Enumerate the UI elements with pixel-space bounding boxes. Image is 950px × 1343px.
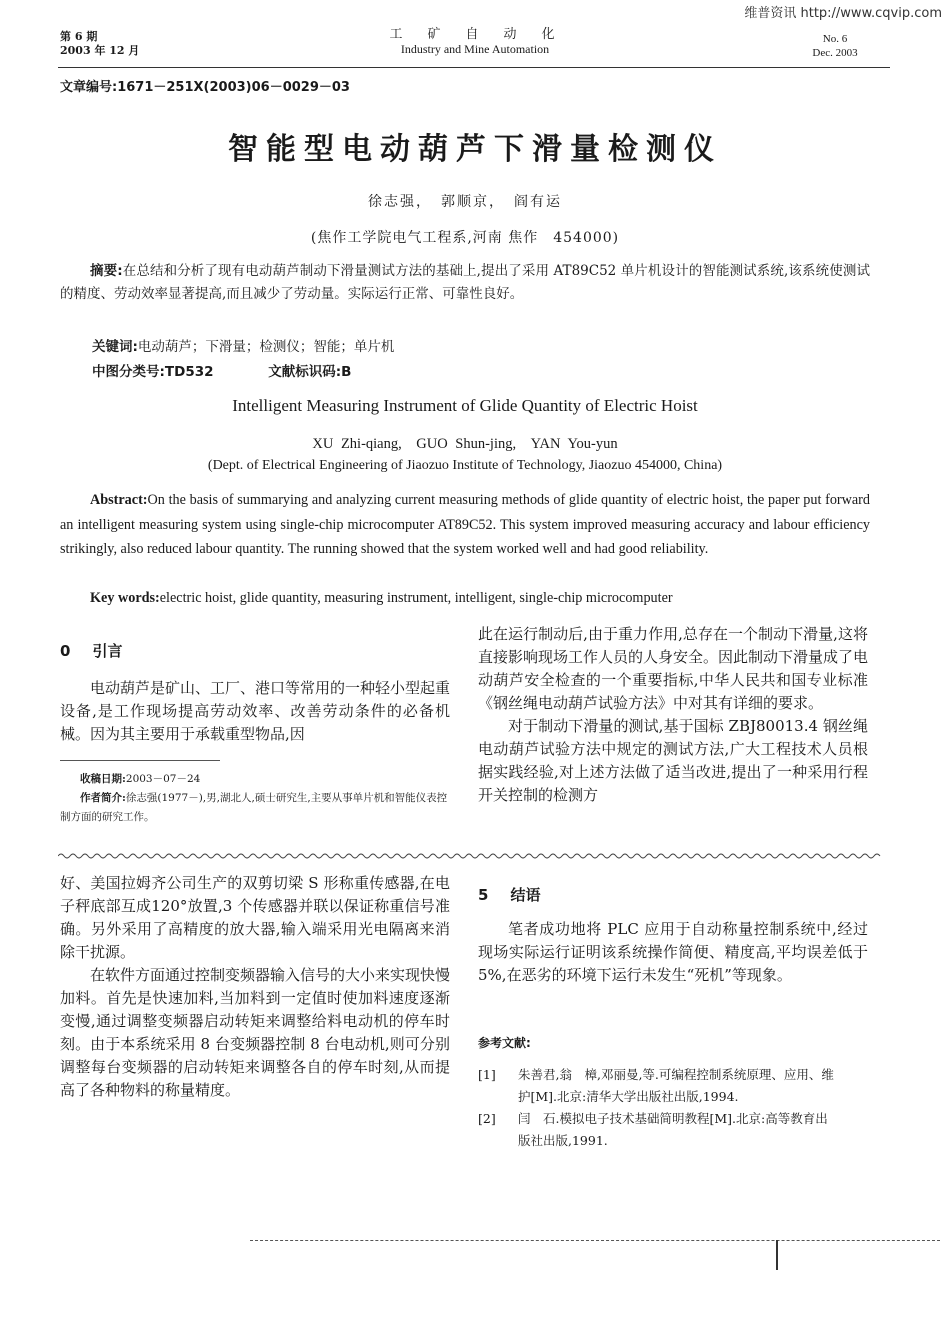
keywords-en-label: Key words: xyxy=(90,590,160,606)
affiliation-cn: (焦作工学院电气工程系,河南 焦作 454000) xyxy=(310,230,620,246)
header-date: 2003 年 12 月 xyxy=(60,44,140,57)
keywords-en-text: electric hoist, glide quantity, measuring instrument, intelligent, single-chip microcomputer xyxy=(159,590,673,606)
header-right xyxy=(780,32,890,60)
abstract-cn-label: 摘要: xyxy=(90,263,123,279)
affiliation-en: (Dept. of Electrical Engineering of Jiaozuo Institute of Technology, Jiaozuo 454000, China) xyxy=(207,458,723,473)
abstract-cn xyxy=(60,260,870,305)
abstract-en xyxy=(60,488,870,562)
footnote-received xyxy=(60,770,450,789)
section-0-heading xyxy=(60,640,122,661)
keywords-cn-text: 电动葫芦；下滑量；检测仪；智能；单片机 xyxy=(137,339,395,355)
doc-code: 文献标识码:B xyxy=(268,364,352,380)
section-5-title: 结语 xyxy=(510,886,541,904)
reference-number: [1] xyxy=(478,1067,496,1082)
right-top-para-2: 对于制动下滑量的测试,基于国标 ZBJ80013.4 钢丝绳电动葫芦试验方法中规定的测试方法,广大工程技术人员根据实践经验,对上述方法做了适当改进,提出了一种采用行程开关控制的检测方 xyxy=(478,717,868,804)
section-0-body xyxy=(60,677,450,746)
footnote xyxy=(60,770,450,827)
clc-number: 中图分类号:TD532 xyxy=(92,364,214,380)
paper-title: 智能型电动葫芦下滑量检测仪 xyxy=(228,132,722,167)
keywords-cn-label: 关键词: xyxy=(92,339,138,355)
journal-name-cn: 工 矿 自 动 化 xyxy=(389,27,561,42)
reference-text: 闫 石.模拟电子技术基础简明教程[M].北京:高等教育出版社出版,1991. xyxy=(518,1111,828,1148)
reference-text: 朱善君,翁 樟,邓丽曼,等.可编程控制系统原理、应用、维护[M].北京:清华大学出版社出版,1994. xyxy=(518,1067,834,1104)
right-top-para-1: 此在运行制动后,由于重力作用,总存在一个制动下滑量,这将直接影响现场工作人员的人身安全。因此制动下滑量成了电动葫芦安全检查的一个重要指标,中华人民共和国专业标准《钢丝绳电动葫芦试验方法》中对其有详细的要求。 xyxy=(478,625,869,712)
header-date-en: Dec. 2003 xyxy=(812,47,858,59)
section-0-number: 0 xyxy=(60,642,71,660)
header-left xyxy=(60,30,139,58)
references-list xyxy=(478,1064,878,1152)
authors-en: XU Zhi-qiang, GUO Shun-jing, YAN You-yun xyxy=(312,436,618,452)
footnote-bio-text: 徐志强(1977－),男,湖北人,硕士研究生,主要从事单片机和智能仪表控制方面的研究工作。 xyxy=(60,792,448,823)
section-5-body xyxy=(478,918,868,987)
reference-item xyxy=(478,1064,878,1108)
bottom-rule xyxy=(250,1240,940,1241)
section-5-para-1: 笔者成功地将 PLC 应用于自动称量控制系统中,经过现场实际运行证明该系统操作简便、精度高,平均误差低于 5%,在恶劣的环境下运行未发生“死机”等现象。 xyxy=(478,920,868,984)
abstract-cn-text: 在总结和分析了现有电动葫芦制动下滑量测试方法的基础上,提出了采用 AT89C52 单片机设计的智能测试系统,该系统使测试的精度、劳动效率显著提高,而且减少了劳动量。实际运行正常、可靠性良好。 xyxy=(60,263,870,302)
references-heading: 参考文献: xyxy=(478,1036,531,1050)
section-0-title: 引言 xyxy=(92,642,123,660)
footnote-received-label: 收稿日期: xyxy=(80,773,126,785)
footnote-bio-label: 作者简介: xyxy=(80,792,126,804)
footnote-bio xyxy=(60,789,450,827)
journal-name-en: Industry and Mine Automation xyxy=(400,42,550,56)
lower-left-para-2: 在软件方面通过控制变频器输入信号的大小来实现快慢加料。首先是快速加料,当加料到一定值时使加料速度逐渐变慢,通过调整变频器启动转矩来调整给料电动机的停车时刻。由于本系统采用 8 台变频器控制 8 台电动机,则可分别调整每台变频器的启动转矩来调整各自的停车时刻,从而提高了各种物料的称量精度。 xyxy=(60,966,451,1099)
paper-title-en: Intelligent Measuring Instrument of Glide Quantity of Electric Hoist xyxy=(232,396,698,415)
header-rule xyxy=(58,67,890,68)
abstract-en-label: Abstract: xyxy=(90,492,148,508)
footnote-rule xyxy=(60,760,220,761)
classification xyxy=(92,360,401,380)
right-top-body xyxy=(478,623,868,807)
abstract-en-text: On the basis of summarying and analyzing current measuring methods of glide quantity of electric hoist, the paper put forward an intelligent measuring system using single-chip microcomputer AT89C52. This system improved measuring accuracy and labour efficiency strikingly, also reduced labour quantity. The running showed that the system worked well and had good reliability. xyxy=(60,492,870,557)
reference-item xyxy=(478,1108,878,1152)
keywords-en xyxy=(90,590,673,607)
page-splice-divider xyxy=(58,852,884,860)
header-center xyxy=(300,28,650,56)
reference-number: [2] xyxy=(478,1111,496,1126)
header-issue-en: No. 6 xyxy=(822,33,848,45)
lower-left-para-1: 好、美国拉姆齐公司生产的双剪切梁 S 形称重传感器,在电子秤底部互成120°放置,3 个传感器并联以保证称重信号准确。另外采用了高精度的放大器,输入端采用光电隔离来消除干扰源。 xyxy=(60,874,450,961)
section-5-number: 5 xyxy=(478,886,489,904)
section-0-para-1: 电动葫芦是矿山、工厂、港口等常用的一种轻小型起重设备,是工作现场提高劳动效率、改善劳动条件的必备机械。因为其主要用于承载重型物品,因 xyxy=(60,679,451,743)
footnote-received-date: 2003－07－24 xyxy=(125,773,201,785)
watermark: 维普资讯 http://www.cqvip.com xyxy=(744,6,942,21)
keywords-cn xyxy=(92,335,394,355)
header-issue: 第 6 期 xyxy=(60,30,98,43)
article-number: 文章编号:1671－251X(2003)06－0029－03 xyxy=(60,80,350,95)
bottom-tick xyxy=(776,1240,778,1270)
section-5-heading xyxy=(478,884,540,905)
authors-cn: 徐志强， 郭顺京， 阎有运 xyxy=(368,194,562,210)
lower-left-body xyxy=(60,872,450,1102)
